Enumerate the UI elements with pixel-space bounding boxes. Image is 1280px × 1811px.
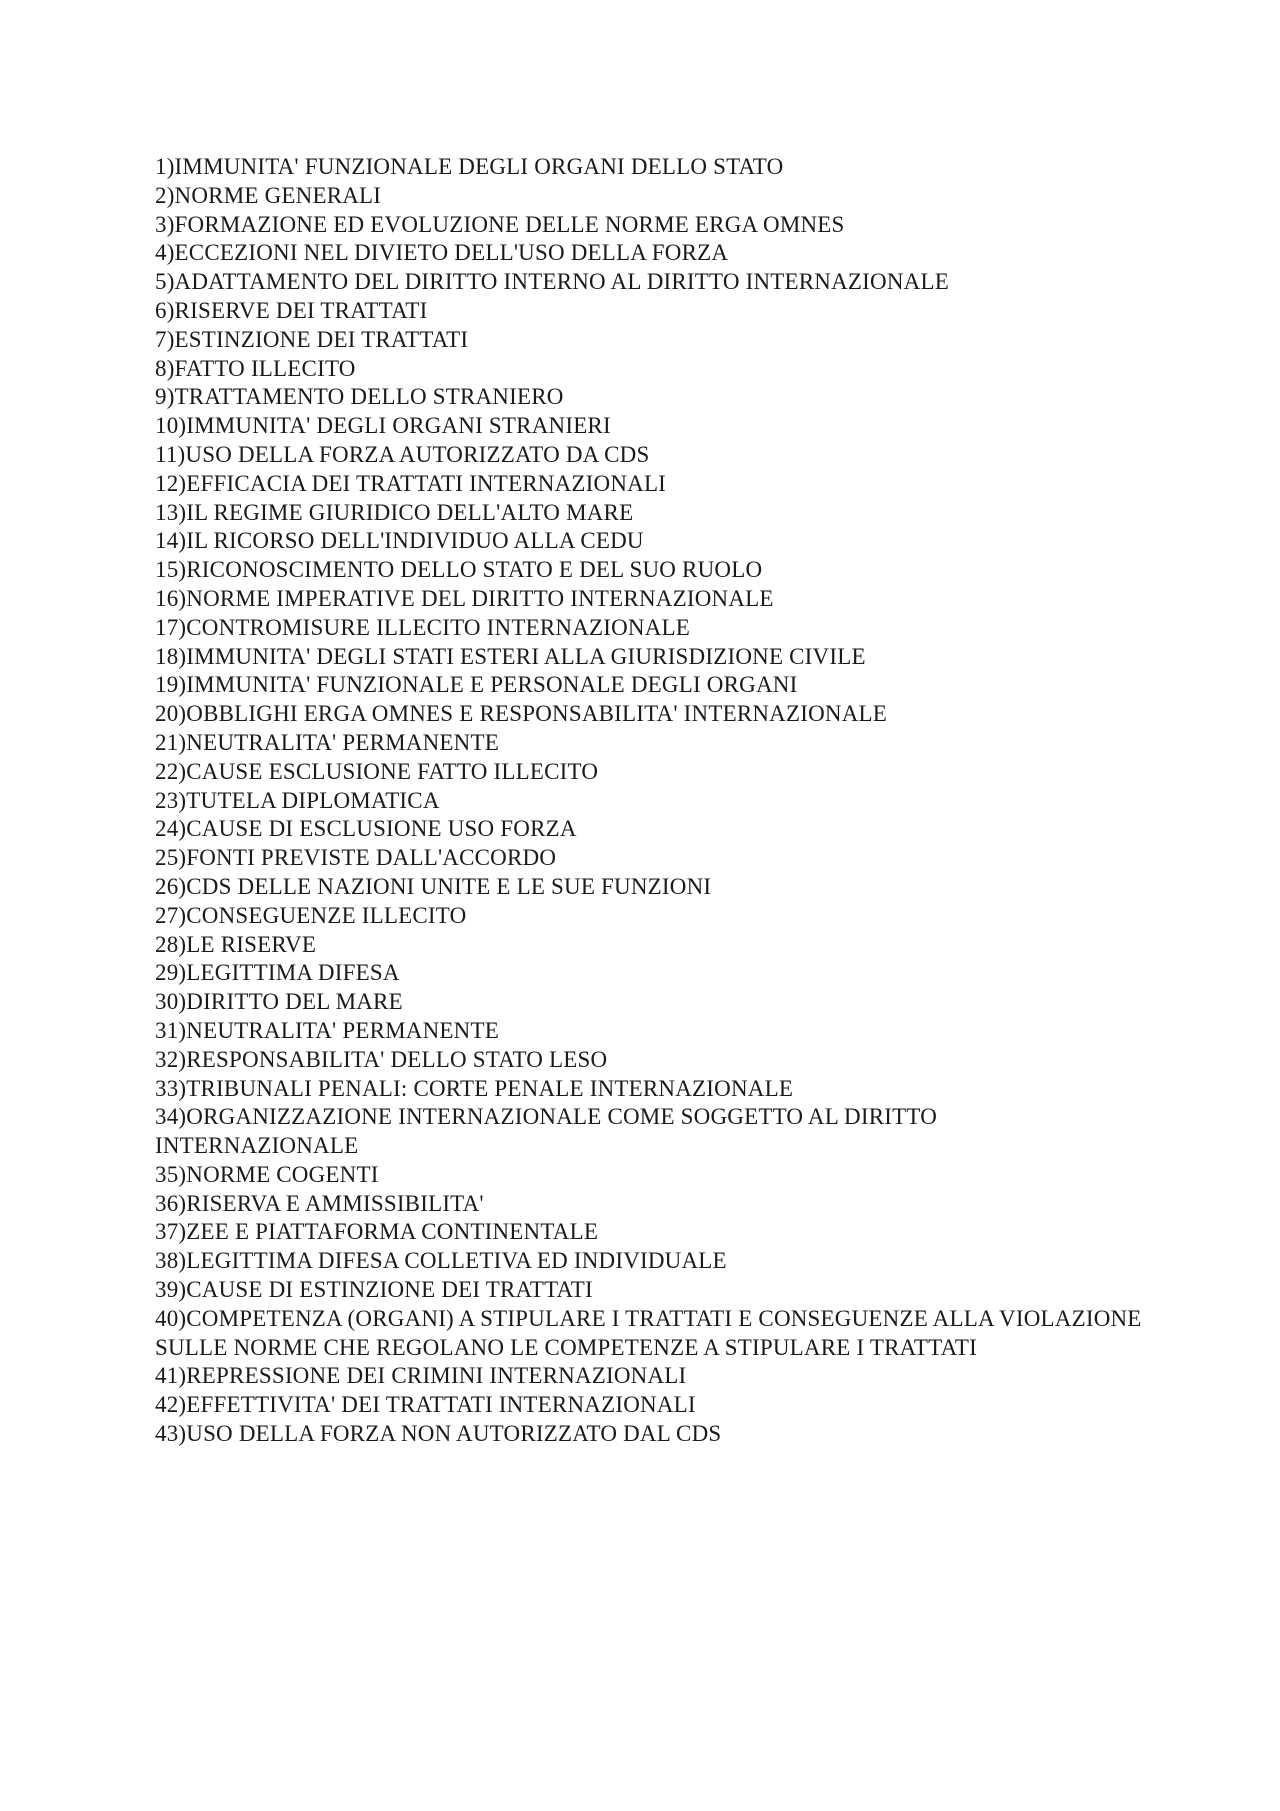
- list-item: 23)TUTELA DIPLOMATICA: [155, 787, 440, 813]
- list-item: 12)EFFICACIA DEI TRATTATI INTERNAZIONALI: [155, 470, 667, 496]
- list-item: 1)IMMUNITA' FUNZIONALE DEGLI ORGANI DELLO STATO: [155, 154, 784, 179]
- list-item: 7)ESTINZIONE DEI TRATTATI: [155, 326, 469, 352]
- list-item: 35)NORME COGENTI: [155, 1161, 379, 1187]
- list-item: 30)DIRITTO DEL MARE: [155, 989, 403, 1015]
- list-item: 16)NORME IMPERATIVE DEL DIRITTO INTERNAZIONALE: [155, 585, 774, 611]
- list-item: 32)RESPONSABILITA' DELLO STATO LESO: [155, 1046, 608, 1072]
- list-item: 22)CAUSE ESCLUSIONE FATTO ILLECITO: [155, 758, 599, 784]
- list-item: 31)NEUTRALITA' PERMANENTE: [155, 1017, 499, 1043]
- list-item: 5)ADATTAMENTO DEL DIRITTO INTERNO AL DIRITTO INTERNAZIONALE: [155, 269, 949, 295]
- list-item: 24)CAUSE DI ESCLUSIONE USO FORZA: [155, 816, 577, 842]
- list-item: 42)EFFETTIVITA' DEI TRATTATI INTERNAZIONALI: [155, 1392, 696, 1418]
- list-item: 41)REPRESSIONE DEI CRIMINI INTERNAZIONALI: [155, 1363, 687, 1389]
- list-item: 9)TRATTAMENTO DELLO STRANIERO: [155, 384, 564, 410]
- list-item: 10)IMMUNITA' DEGLI ORGANI STRANIERI: [155, 413, 611, 439]
- list-item: 11)USO DELLA FORZA AUTORIZZATO DA CDS: [155, 441, 650, 467]
- list-item: 43)USO DELLA FORZA NON AUTORIZZATO DAL CDS: [155, 1421, 722, 1447]
- topic-list: [155, 153, 1145, 1449]
- list-item: 18)IMMUNITA' DEGLI STATI ESTERI ALLA GIURISDIZIONE CIVILE: [155, 643, 866, 669]
- list-item: 15)RICONOSCIMENTO DELLO STATO E DEL SUO RUOLO: [155, 557, 763, 583]
- list-item: 39)CAUSE DI ESTINZIONE DEI TRATTATI: [155, 1277, 593, 1303]
- list-item: 37)ZEE E PIATTAFORMA CONTINENTALE: [155, 1219, 599, 1245]
- list-item: 26)CDS DELLE NAZIONI UNITE E LE SUE FUNZIONI: [155, 873, 712, 899]
- list-item: 36)RISERVA E AMMISSIBILITA': [155, 1190, 484, 1216]
- list-item: 21)NEUTRALITA' PERMANENTE: [155, 729, 499, 755]
- list-item: 3)FORMAZIONE ED EVOLUZIONE DELLE NORME ERGA OMNES: [155, 211, 845, 237]
- list-item: 8)FATTO ILLECITO: [155, 355, 356, 381]
- list-item: 6)RISERVE DEI TRATTATI: [155, 297, 428, 323]
- list-item: 19)IMMUNITA' FUNZIONALE E PERSONALE DEGLI ORGANI: [155, 672, 798, 698]
- list-item: 38)LEGITTIMA DIFESA COLLETIVA ED INDIVIDUALE: [155, 1248, 727, 1274]
- list-item: 34)ORGANIZZAZIONE INTERNAZIONALE COME SOGGETTO AL DIRITTO INTERNAZIONALE: [155, 1104, 938, 1159]
- list-item: 28)LE RISERVE: [155, 931, 317, 957]
- list-item: 2)NORME GENERALI: [155, 182, 382, 208]
- list-item: 4)ECCEZIONI NEL DIVIETO DELL'USO DELLA FORZA: [155, 240, 729, 266]
- list-item: 29)LEGITTIMA DIFESA: [155, 960, 400, 986]
- list-item: 40)COMPETENZA (ORGANI) A STIPULARE I TRATTATI E CONSEGUENZE ALLA VIOLAZIONE SULLE NORME CHE REGOLANO LE COMPETENZE A STIPULARE I TRATTATI: [155, 1305, 1142, 1360]
- list-item: 20)OBBLIGHI ERGA OMNES E RESPONSABILITA' INTERNAZIONALE: [155, 701, 888, 727]
- list-item: 33)TRIBUNALI PENALI: CORTE PENALE INTERNAZIONALE: [155, 1075, 794, 1101]
- list-item: 14)IL RICORSO DELL'INDIVIDUO ALLA CEDU: [155, 528, 644, 554]
- list-item: 25)FONTI PREVISTE DALL'ACCORDO: [155, 845, 557, 871]
- list-item: 17)CONTROMISURE ILLECITO INTERNAZIONALE: [155, 614, 691, 640]
- list-item: 13)IL REGIME GIURIDICO DELL'ALTO MARE: [155, 499, 634, 525]
- list-item: 27)CONSEGUENZE ILLECITO: [155, 902, 467, 928]
